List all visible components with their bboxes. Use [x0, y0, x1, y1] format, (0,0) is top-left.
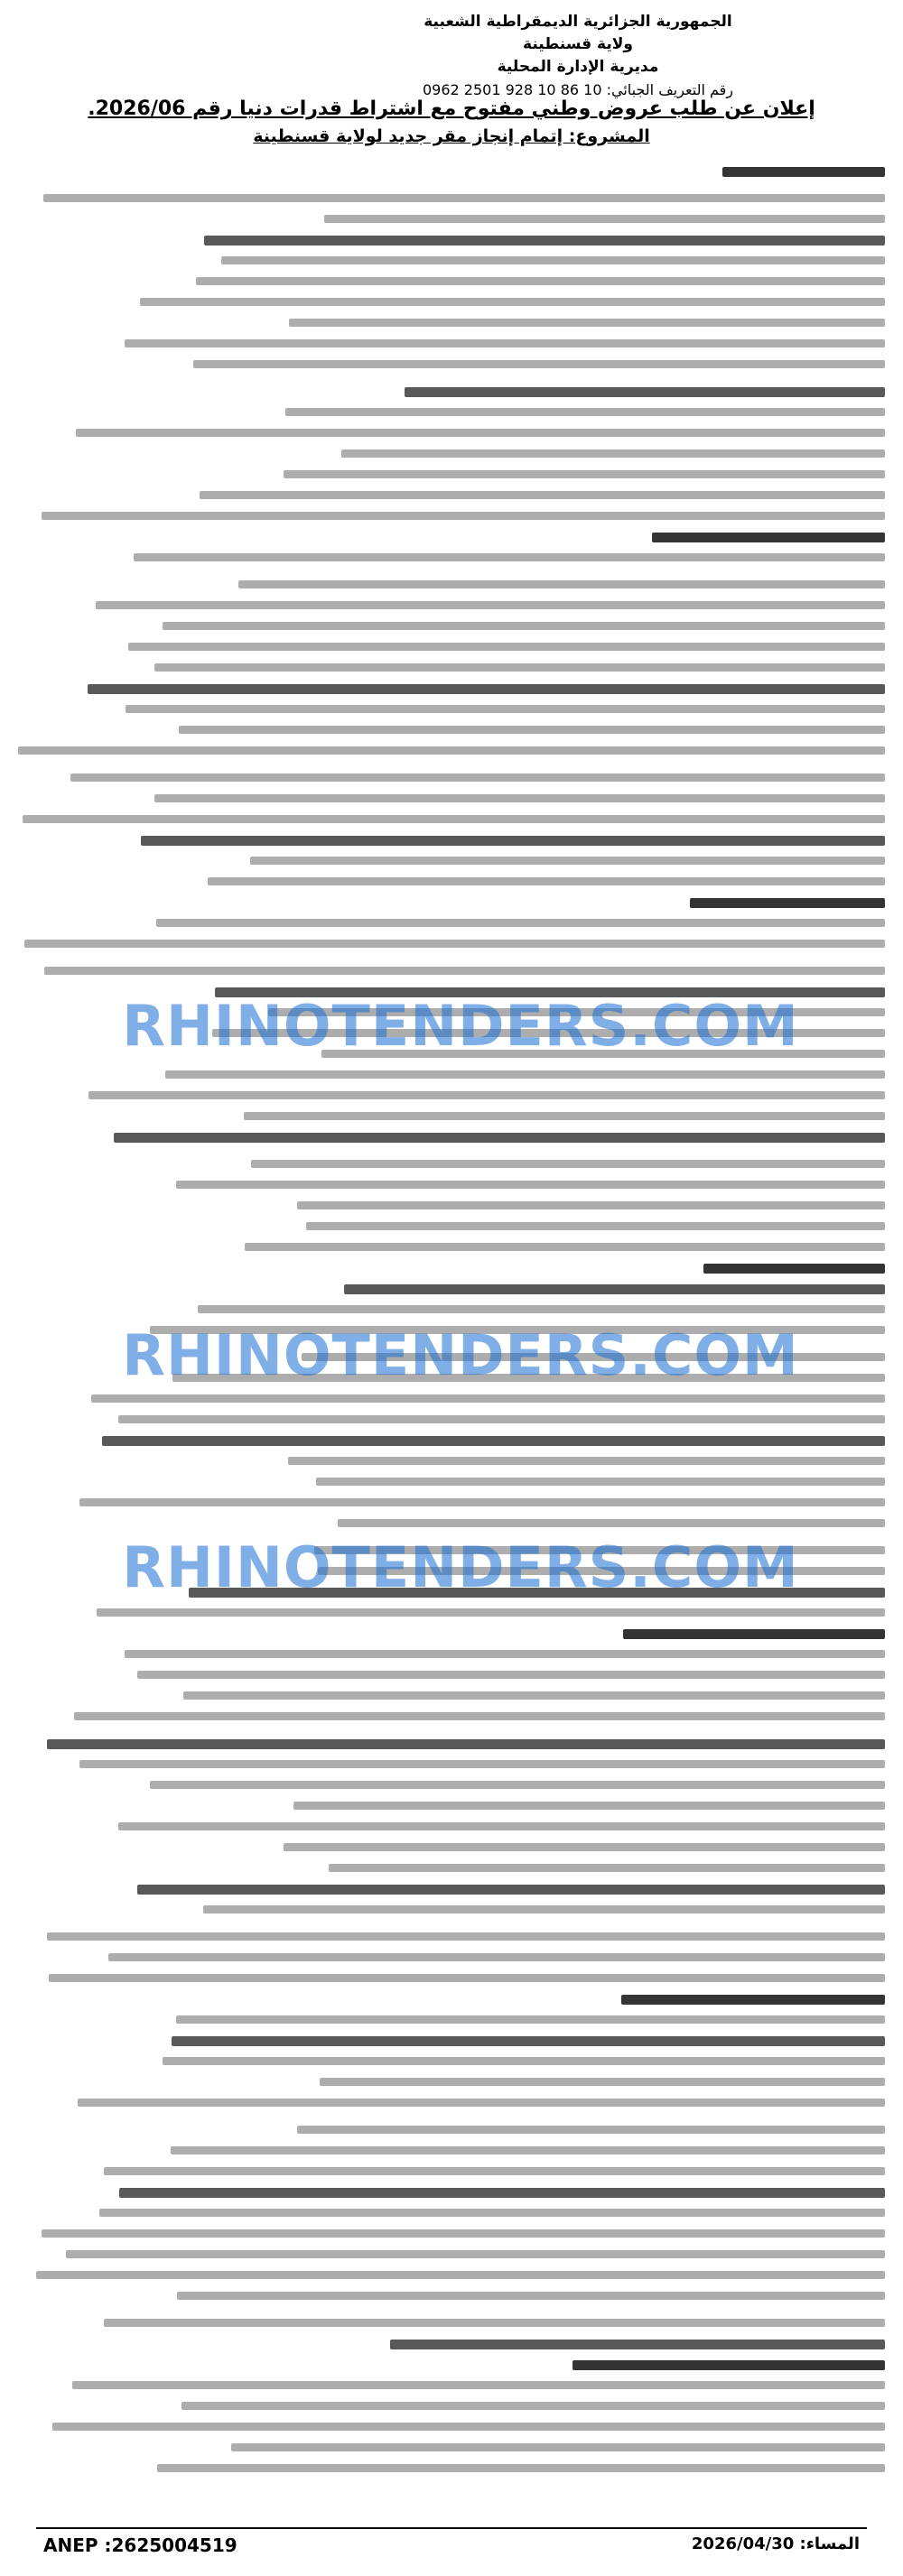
body-text-line	[128, 643, 885, 651]
wilaya-name: ولاية قسنطينة	[523, 35, 633, 53]
body-text-line	[126, 705, 885, 713]
body-text-line	[76, 429, 885, 437]
body-text-line	[44, 967, 885, 975]
body-text-line	[722, 167, 885, 177]
body-text-line	[43, 194, 885, 202]
body-text-line	[231, 2443, 885, 2451]
body-text-line	[251, 1160, 885, 1168]
body-text-line	[140, 298, 885, 306]
body-text-line	[99, 2209, 885, 2217]
publication-date: المساء: 2026/04/30	[691, 2534, 860, 2553]
body-text-line	[284, 1843, 885, 1851]
body-text-line	[141, 836, 885, 846]
body-text-line	[114, 1133, 885, 1143]
body-text-line	[623, 1629, 885, 1639]
body-text-line	[329, 1864, 885, 1872]
body-text-line	[344, 1284, 885, 1294]
issuer-header	[325, 11, 831, 101]
body-text-line	[244, 1112, 885, 1120]
body-text-line	[238, 580, 885, 588]
body-text-line	[250, 857, 885, 865]
body-text-line	[52, 2423, 885, 2431]
body-text-line	[200, 491, 885, 499]
footer-divider	[36, 2527, 867, 2529]
body-text-line	[108, 1953, 885, 1961]
body-text-line	[652, 533, 885, 542]
body-text-line	[177, 2292, 885, 2300]
directorate-name: مديرية الإدارة المحلية	[497, 58, 659, 76]
body-text-line	[285, 408, 885, 416]
body-text-line	[137, 1671, 885, 1679]
body-text-line	[193, 360, 885, 368]
body-text-line	[118, 1415, 885, 1423]
body-text-line	[88, 684, 885, 694]
body-text-line	[88, 1091, 885, 1099]
body-text-line	[125, 1650, 885, 1658]
anep-reference: ANEP :2625004519	[43, 2534, 237, 2556]
body-text-line	[118, 1822, 885, 1830]
body-text-line	[405, 387, 885, 397]
body-text-line	[91, 1395, 885, 1403]
body-text-line	[172, 2036, 885, 2046]
body-text-line	[208, 877, 885, 885]
body-text-line	[573, 2360, 885, 2370]
body-text-line	[289, 319, 885, 327]
body-text-line	[72, 2381, 885, 2389]
body-text-line	[42, 2229, 885, 2238]
body-text-line	[18, 746, 885, 755]
body-text-line	[42, 512, 885, 520]
notice-title: إعلان عن طلب عروض وطني مفتوح مع اشتراط قدرات دنيا رقم 2026/06.	[88, 97, 815, 120]
body-text-line	[74, 1712, 885, 1720]
body-text-line	[104, 2167, 885, 2175]
body-text-line	[79, 1760, 885, 1768]
watermark: RHINOTENDERS.COM	[122, 1534, 799, 1600]
body-text-line	[171, 2146, 885, 2154]
body-text-line	[176, 1181, 885, 1189]
body-text-line	[154, 663, 885, 672]
body-text-line	[36, 2271, 885, 2279]
body-text-line	[47, 1932, 885, 1941]
body-text-line	[154, 794, 885, 802]
body-text-line	[156, 919, 885, 927]
body-text-line	[104, 2319, 885, 2327]
body-text-line	[341, 449, 885, 458]
body-text-line	[137, 1885, 885, 1895]
body-text-line	[221, 256, 885, 264]
body-text-line	[134, 553, 885, 561]
body-text-line	[703, 1264, 885, 1274]
body-text-line	[320, 2078, 885, 2086]
body-text-line	[125, 339, 885, 347]
body-text-line	[165, 1070, 885, 1079]
body-text-line	[183, 1691, 885, 1700]
body-text-line	[157, 2464, 885, 2472]
body-text-line	[204, 236, 885, 246]
body-text-line	[196, 277, 885, 285]
body-text-line	[297, 1201, 885, 1209]
body-text-line	[390, 2340, 885, 2349]
body-text-line	[198, 1305, 885, 1313]
watermark: RHINOTENDERS.COM	[122, 1322, 799, 1388]
body-text-line	[70, 774, 885, 782]
tax-id: رقم التعريف الجبائي: 10 86 10 928 2501 0962	[422, 81, 734, 98]
body-text-line	[66, 2250, 885, 2258]
body-text-line	[97, 1608, 885, 1617]
body-text-line	[49, 1974, 885, 1982]
body-text-line	[288, 1457, 885, 1465]
body-text-line	[316, 1478, 885, 1486]
body-text-line	[24, 940, 885, 948]
republic-name: الجمهورية الجزائرية الديمقراطية الشعبية	[424, 13, 732, 31]
body-text-line	[297, 2126, 885, 2134]
body-text-line	[182, 2402, 885, 2410]
body-text-line	[47, 1739, 885, 1749]
body-text-line	[79, 1498, 885, 1506]
body-text-line	[324, 215, 885, 223]
project-subject: المشروع: إتمام إنجاز مقر جديد لولاية قسنطينة	[253, 126, 650, 146]
body-text-line	[23, 815, 885, 823]
publication-footer	[36, 2534, 867, 2563]
body-text-line	[96, 601, 885, 609]
body-text-line	[284, 470, 885, 478]
body-text-line	[621, 1995, 885, 2005]
body-text-line	[690, 898, 885, 908]
body-text-line	[176, 2015, 885, 2024]
body-text-line	[78, 2099, 885, 2107]
body-text-line	[102, 1436, 885, 1446]
body-text-line	[119, 2188, 885, 2198]
body-text-line	[306, 1222, 885, 1230]
watermark: RHINOTENDERS.COM	[122, 993, 799, 1059]
body-text-line	[179, 726, 885, 734]
body-text-line	[338, 1519, 885, 1527]
body-text-line	[293, 1802, 885, 1810]
body-text-line	[150, 1781, 885, 1789]
body-text-line	[245, 1243, 885, 1251]
body-text-line	[163, 2057, 885, 2065]
body-text-line	[203, 1905, 885, 1913]
body-text-line	[163, 622, 885, 630]
